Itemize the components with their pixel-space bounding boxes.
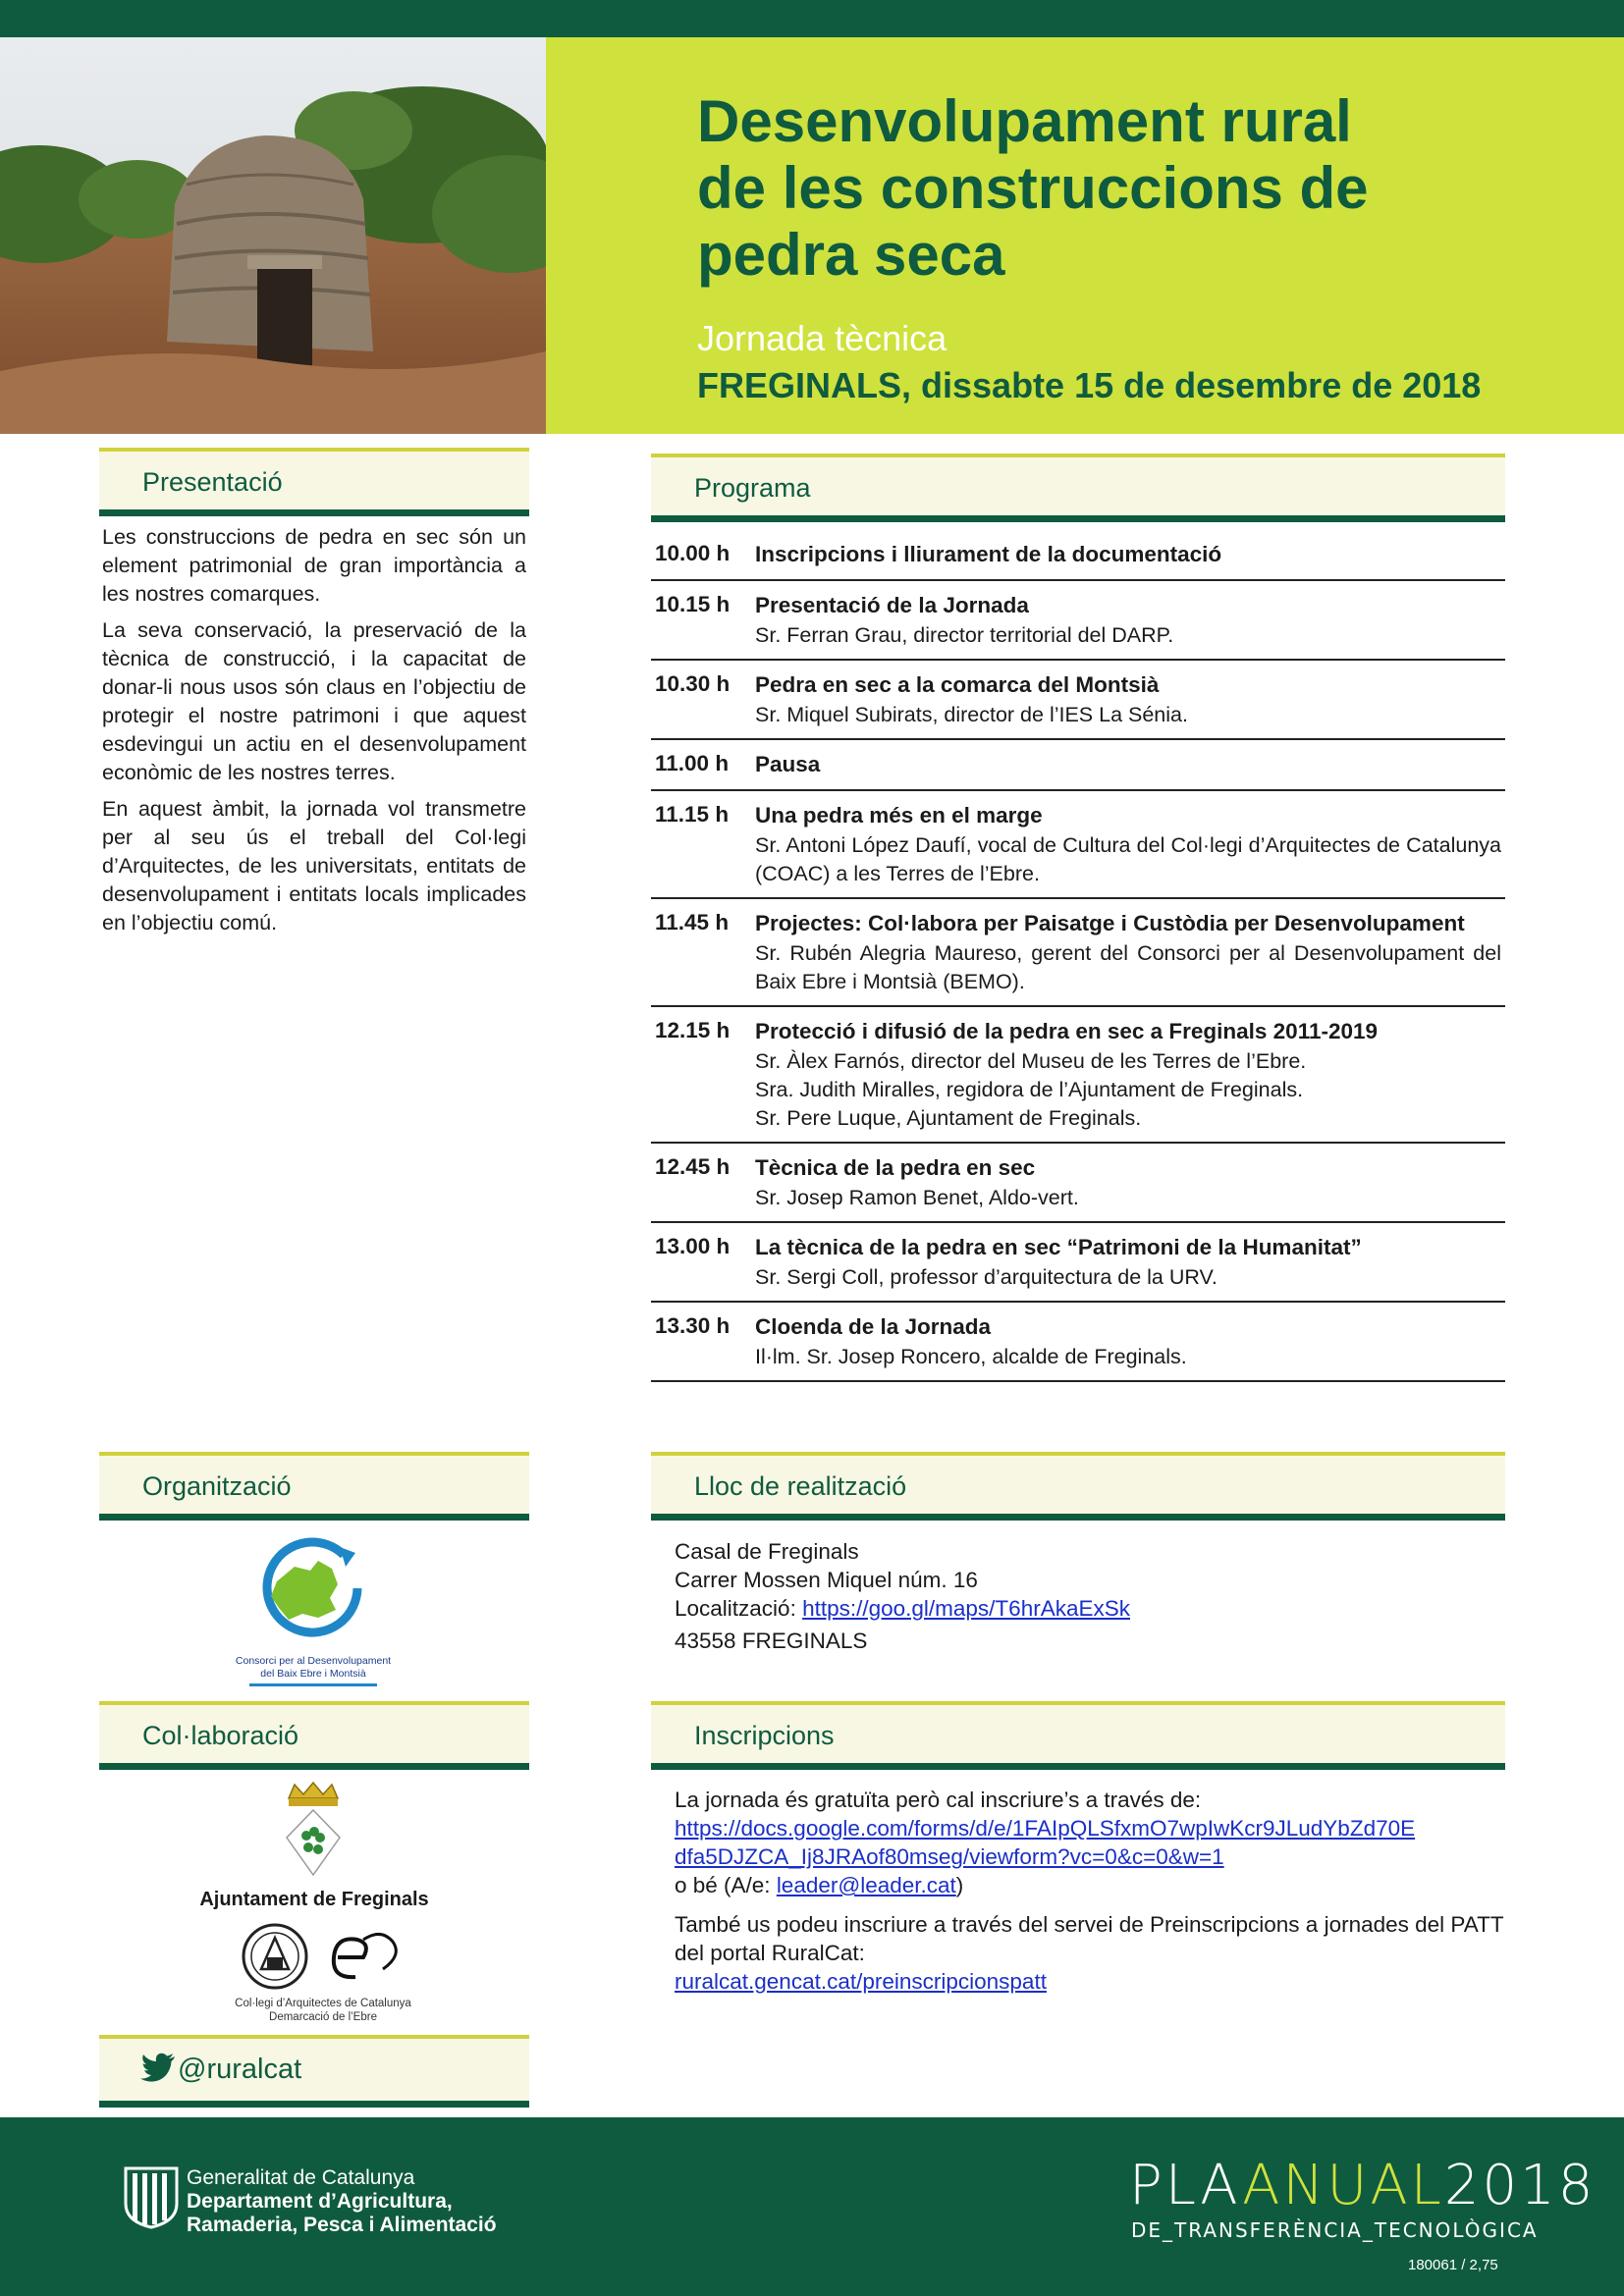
program-time: 13.30 h bbox=[655, 1313, 731, 1338]
program-time: 10.30 h bbox=[655, 671, 731, 696]
program-row bbox=[651, 1303, 1505, 1382]
top-bar bbox=[0, 0, 1624, 37]
form-link-line-2[interactable]: dfa5DJZCA_Ij8JRAof80mseg/viewform?vc=0&c=0&w=1 bbox=[675, 1844, 1224, 1869]
program-body bbox=[755, 669, 1501, 729]
program-speaker: Sr. Miquel Subirats, director de l’IES La Sénia. bbox=[755, 703, 1188, 726]
freginals-crest bbox=[277, 1781, 350, 1879]
program-row bbox=[651, 661, 1505, 740]
program-row bbox=[651, 899, 1505, 1007]
email-suffix: ) bbox=[955, 1873, 964, 1897]
event-title-line: de les construccions de bbox=[697, 155, 1369, 221]
event-date: FREGINALS, dissabte 15 de desembre de 2018 bbox=[697, 365, 1482, 405]
program-time: 10.15 h bbox=[655, 592, 731, 616]
program-speaker: Sr. Rubén Alegria Maureso, gerent del Consorci per al Desenvolupament del Baix Ebre i Montsià (BEMO). bbox=[755, 941, 1501, 993]
program-body bbox=[755, 1311, 1501, 1371]
program-time: 11.45 h bbox=[655, 910, 730, 934]
twitter-handle[interactable]: @ruralcat bbox=[178, 2054, 302, 2085]
pla-word: PLA bbox=[1129, 2154, 1243, 2217]
reference-code: 180061 / 2,75 bbox=[1408, 2257, 1498, 2273]
program-title: La tècnica de la pedra en sec “Patrimoni de la Humanitat” bbox=[755, 1235, 1362, 1259]
event-title-line: pedra seca bbox=[697, 222, 1005, 288]
program-title: Tècnica de la pedra en sec bbox=[755, 1155, 1036, 1180]
consorci-caption-line: Consorci per al Desenvolupament bbox=[235, 1655, 392, 1667]
inscripcions-also-text: També us podeu inscriure a través del servei de Preinscripcions a jornades del PATT del portal RuralCat: bbox=[675, 1912, 1504, 1965]
program-body bbox=[755, 1016, 1501, 1133]
program-title: Pedra en sec a la comarca del Montsià bbox=[755, 672, 1160, 697]
venue-location bbox=[675, 1594, 1509, 1623]
program-row bbox=[651, 530, 1505, 581]
anual-word: ANUAL bbox=[1242, 2154, 1444, 2217]
program-title: Pausa bbox=[755, 752, 821, 776]
generalitat-name: Generalitat de Catalunya bbox=[187, 2166, 415, 2189]
program-speaker: Il·lm. Sr. Josep Roncero, alcalde de Freginals. bbox=[755, 1345, 1187, 1368]
venue-postal: 43558 FREGINALS bbox=[675, 1629, 868, 1653]
pla-anual-logo bbox=[1129, 2154, 1597, 2217]
program-speaker: Sra. Judith Miralles, regidora de l’Ajuntament de Freginals. bbox=[755, 1078, 1304, 1101]
generalitat-logo bbox=[122, 2164, 181, 2229]
email-prefix: o bé (A/e: bbox=[675, 1873, 777, 1897]
year-word: 2018 bbox=[1443, 2154, 1597, 2217]
program-time: 12.45 h bbox=[655, 1154, 731, 1179]
program-title: Protecció i difusió de la pedra en sec a Freginals 2011-2019 bbox=[755, 1019, 1379, 1043]
event-title-line: Desenvolupament rural bbox=[697, 88, 1352, 154]
program-body bbox=[755, 1232, 1501, 1292]
program-list bbox=[651, 530, 1505, 1382]
program-title: Inscripcions i lliurament de la documentació bbox=[755, 542, 1222, 566]
organitzacio-header bbox=[99, 1452, 529, 1521]
twitter-icon bbox=[140, 2053, 176, 2082]
program-time: 12.15 h bbox=[655, 1018, 731, 1042]
program-body bbox=[755, 800, 1501, 888]
program-time: 10.00 h bbox=[655, 541, 731, 565]
coac-caption-line: Demarcació de l’Ebre bbox=[269, 2011, 377, 2023]
program-speaker: Sr. Ferran Grau, director territorial del DARP. bbox=[755, 623, 1174, 647]
program-speaker: Sr. Josep Ramon Benet, Aldo-vert. bbox=[755, 1186, 1079, 1209]
coac-caption bbox=[196, 1997, 450, 2024]
consorci-underline bbox=[249, 1683, 377, 1686]
program-time: 13.00 h bbox=[655, 1234, 731, 1258]
presentacio-paragraph: La seva conservació, la preservació de la tècnica de construcció, i la capacitat de donar-li nous usos són claus en l’objectiu de protegir el nostre patrimoni i que aquest esdevingui un actiu en el desenvolupament econòmic de les nostres terres. bbox=[102, 618, 526, 784]
form-link-line-1[interactable]: https://docs.google.com/forms/d/e/1FAIpQLSfxmO7wpIwKcr9JLudYbZd70E bbox=[675, 1816, 1416, 1841]
program-speaker: Sr. Pere Luque, Ajuntament de Freginals. bbox=[755, 1106, 1142, 1130]
presentacio-header bbox=[99, 448, 529, 516]
program-row bbox=[651, 791, 1505, 899]
program-body bbox=[755, 908, 1501, 996]
program-row bbox=[651, 1144, 1505, 1223]
program-row bbox=[651, 740, 1505, 791]
inscripcions-intro bbox=[675, 1786, 1509, 1899]
program-body bbox=[755, 749, 1501, 780]
program-speaker: Sr. Sergi Coll, professor d’arquitectura de la URV. bbox=[755, 1265, 1218, 1289]
hero-panel bbox=[546, 37, 1624, 434]
collaboracio-heading: Col·laboració bbox=[142, 1721, 299, 1750]
event-title bbox=[697, 88, 1581, 289]
program-title: Presentació de la Jornada bbox=[755, 593, 1029, 617]
department-line-2: Ramaderia, Pesca i Alimentació bbox=[187, 2214, 497, 2236]
coac-caption-line: Col·legi d’Arquitectes de Catalunya bbox=[235, 1998, 411, 2009]
organitzacio-heading: Organització bbox=[142, 1471, 292, 1501]
dry-stone-hut-photo bbox=[0, 37, 546, 434]
venue-block bbox=[675, 1537, 1509, 1655]
event-subtitle: Jornada tècnica bbox=[697, 318, 947, 358]
lloc-heading: Lloc de realització bbox=[694, 1471, 907, 1501]
programa-header bbox=[651, 454, 1505, 522]
program-speaker: Sr. Antoni López Daufí, vocal de Cultura del Col·legi d’Arquitectes de Catalunya (COAC) a les Terres de l’Ebre. bbox=[755, 833, 1501, 885]
pla-anual-tagline: DE_TRANSFERÈNCIA_TECNOLÒGICA bbox=[1131, 2218, 1539, 2242]
ruralcat-link[interactable]: ruralcat.gencat.cat/preinscripcionspatt bbox=[675, 1969, 1047, 1994]
email-link[interactable]: leader@leader.cat bbox=[776, 1873, 956, 1897]
venue-name: Casal de Freginals bbox=[675, 1539, 859, 1564]
consorci-caption-line: del Baix Ebre i Montsià bbox=[260, 1668, 366, 1680]
program-row bbox=[651, 581, 1505, 661]
program-time: 11.15 h bbox=[655, 802, 730, 827]
inscripcions-block bbox=[675, 1786, 1509, 2006]
footer bbox=[0, 2117, 1624, 2296]
program-row bbox=[651, 1007, 1505, 1144]
lloc-header bbox=[651, 1452, 1505, 1521]
programa-heading: Programa bbox=[694, 473, 811, 503]
consorci-caption bbox=[208, 1655, 418, 1686]
presentacio-heading: Presentació bbox=[142, 467, 283, 497]
location-label: Localització: bbox=[675, 1596, 803, 1621]
program-speaker: Sr. Àlex Farnós, director del Museu de les Terres de l’Ebre. bbox=[755, 1049, 1307, 1073]
presentacio-text bbox=[102, 523, 526, 945]
program-title: Projectes: Col·labora per Paisatge i Custòdia per Desenvolupament bbox=[755, 911, 1465, 935]
map-link[interactable]: https://goo.gl/maps/T6hrAkaExSk bbox=[802, 1596, 1130, 1621]
program-body bbox=[755, 539, 1501, 570]
inscripcions-header bbox=[651, 1701, 1505, 1770]
program-body bbox=[755, 590, 1501, 650]
ajuntament-name: Ajuntament de Freginals bbox=[199, 1889, 429, 1910]
coac-logo bbox=[234, 1920, 412, 1993]
program-title: Cloenda de la Jornada bbox=[755, 1314, 992, 1339]
twitter-box[interactable] bbox=[99, 2035, 529, 2108]
inscripcions-heading: Inscripcions bbox=[694, 1721, 835, 1750]
venue-street: Carrer Mossen Miquel núm. 16 bbox=[675, 1568, 978, 1592]
presentacio-paragraph: En aquest àmbit, la jornada vol transmetre per al seu ús el treball del Col·legi d’Arquitectes, de les universitats, entitats de desenvolupament i entitats locals implicades en l’objectiu comú. bbox=[102, 797, 526, 934]
inscripcions-intro-text: La jornada és gratuïta però cal inscriure’s a través de: bbox=[675, 1788, 1202, 1812]
program-time: 11.00 h bbox=[655, 751, 730, 775]
program-title: Una pedra més en el marge bbox=[755, 803, 1043, 828]
program-row bbox=[651, 1223, 1505, 1303]
collaboracio-header bbox=[99, 1701, 529, 1770]
presentacio-paragraph: Les construccions de pedra en sec són un element patrimonial de gran importància a les nostres comarques. bbox=[102, 525, 526, 606]
program-body bbox=[755, 1152, 1501, 1212]
department-line-1: Departament d’Agricultura, bbox=[187, 2190, 453, 2213]
inscripcions-also bbox=[675, 1910, 1509, 1996]
